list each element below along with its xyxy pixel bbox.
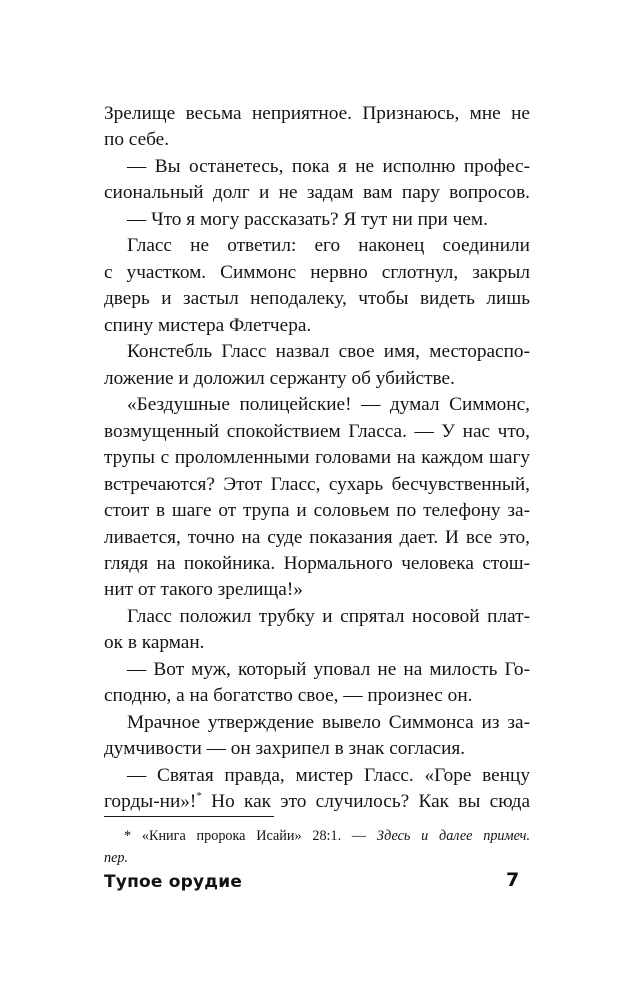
- running-title: Тупое орудие: [104, 872, 243, 892]
- text-line: нит от такого зрелища!»: [104, 579, 303, 601]
- footnote-divider: [104, 816, 274, 817]
- footnote-italic-text: Здесь и далее примеч.: [376, 828, 530, 844]
- text-line: сиональный долг и не задам вам пару вопросов.: [104, 182, 530, 204]
- text-line: — Вы останетесь, пока я не исполню профес-: [127, 155, 530, 177]
- body-text: [104, 101, 530, 816]
- text-line: трупы с проломленными головами на каждом шагу: [104, 447, 530, 469]
- text-line: по себе.: [104, 129, 170, 151]
- footnote-text: * «Книга пророка Исайи» 28:1. —: [124, 828, 377, 844]
- text-line: — Что я могу рассказать? Я тут ни при чем.: [127, 208, 488, 230]
- text-line: спину мистера Флетчера.: [104, 314, 312, 336]
- text-line: Гласс не ответил: его наконец соединили: [127, 235, 530, 257]
- text-line: [104, 789, 530, 815]
- footnote-italic-text: пер.: [104, 850, 129, 866]
- text-line: ложение и доложил сержанту об убийстве.: [104, 367, 455, 389]
- text-line: — Вот муж, который уповал не на милость Го-: [127, 658, 530, 680]
- text-line: ливается, точно на суде показания дает. И все это,: [104, 526, 530, 548]
- text-fragment: Но как это случилось? Как вы сюда: [201, 791, 530, 813]
- text-line: Гласс положил трубку и спрятал носовой плат-: [127, 605, 530, 627]
- text-fragment: горды-ни»!: [104, 791, 197, 813]
- text-line: дверь и застыл неподалеку, чтобы видеть лишь: [104, 288, 530, 310]
- text-line: Констебль Гласс назвал свое имя, местораспо-: [127, 341, 530, 363]
- text-line: стоит в шаге от трупа и соловьем по телефону за-: [104, 500, 530, 522]
- footnote-line: [104, 825, 530, 847]
- footnote-line: [104, 847, 530, 869]
- text-line: глядя на покойника. Нормального человека стош-: [104, 552, 530, 574]
- text-line: — Святая правда, мистер Гласс. «Горе венцу: [127, 764, 530, 786]
- text-line: думчивости — он захрипел в знак согласия.: [104, 738, 466, 760]
- text-line: встречаются? Этот Гласс, сухарь бесчувственный,: [104, 473, 530, 495]
- text-line: Мрачное утверждение вывело Симмонса из за-: [127, 711, 530, 733]
- text-line: «Бездушные полицейские! — думал Симмонс,: [127, 394, 530, 416]
- text-line: с участком. Симмонс нервно сглотнул, закрыл: [104, 261, 530, 283]
- text-line: возмущенный спокойствием Гласса. — У нас что,: [104, 420, 530, 442]
- page-number: 7: [506, 869, 520, 891]
- text-line: сподню, а на богатство свое, — произнес он.: [104, 685, 473, 707]
- footnote-marker: *: [196, 790, 202, 803]
- text-line: Зрелище весьма неприятное. Признаюсь, мне не: [104, 103, 530, 124]
- footnote: [104, 825, 530, 869]
- text-line: ок в карман.: [104, 632, 205, 654]
